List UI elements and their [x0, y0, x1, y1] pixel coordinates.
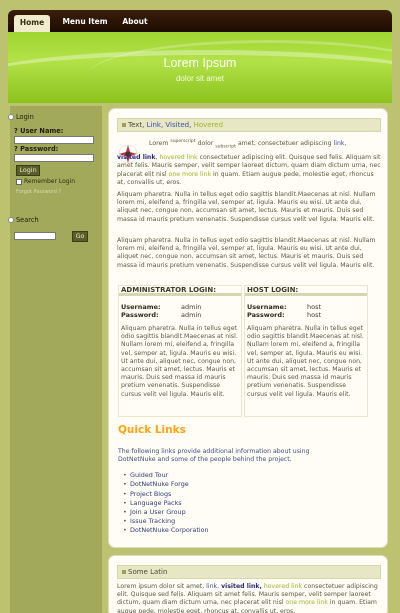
sample-visited-link[interactable]: visited link — [117, 154, 156, 162]
admin-username-value: admin — [181, 303, 202, 311]
quick-link-item[interactable]: • DotNetNuke Forge — [130, 480, 189, 488]
admin-username-label: Username: — [121, 303, 161, 311]
site-title: Lorem Ipsum — [163, 56, 237, 70]
nav-menu-item-label: Menu Item — [62, 17, 108, 26]
nav-home-label: Home — [19, 18, 45, 27]
latin-hovered-link[interactable]: hovered link — [263, 583, 303, 590]
quick-link-item[interactable]: • Issue Tracking — [130, 517, 175, 525]
login-module-title — [8, 113, 34, 121]
password-label — [14, 145, 58, 153]
quick-link-item[interactable]: • Language Packs — [130, 499, 182, 507]
admin-password-value: admin — [181, 311, 202, 319]
search-bullet-icon — [8, 217, 14, 223]
subscript-text: subscript — [215, 144, 236, 150]
header-text-word: Text, — [128, 121, 145, 129]
superscript-text: superscript — [170, 139, 196, 144]
lorem-paragraph-1: Aliquam pharetra. Nulla in tellus eget odio sagittis blandit.Maecenas at nisl. Nullam lorem mi, eleifend a, fringilla vel, semper at, ligula. Mauris eu wisi. Ut ante dui, aliquet nec, congue non, accumsan sit amet, lectus. Mauris et mauris. Duis sed massa id mauris pretium venenatis. Suspendisse cursus velit vel ligula. Mauris elit. — [117, 191, 376, 223]
host-password-value: host — [307, 311, 322, 319]
help-icon[interactable]: ? — [14, 145, 18, 153]
one-more-link[interactable]: one more link — [168, 170, 211, 178]
quick-link-item[interactable]: • Guided Tour — [130, 471, 168, 479]
latin-text-c: in quam. Etiam augue pede, molestie eget, rhoncus at, convallis ut, eros. — [117, 599, 377, 613]
latin-paragraph — [117, 583, 381, 613]
search-input[interactable] — [14, 232, 56, 240]
remember-login-label: Remember Login — [24, 178, 76, 185]
quick-link-item[interactable]: • DotNetNuke Corporation — [130, 526, 209, 534]
header-hovered-word[interactable]: Hovered — [193, 121, 224, 129]
host-login-body: Aliquam pharetra. Nulla in tellus eget odio sagittis blandit.Maecenas at nisl. Nullam lorem mi, eleifend a, fringilla vel, semper at, ligula. Mauris eu wisi. Ut ante dui, aliquet nec, congue non, accumsan sit amet, lectus. Mauris et mauris. Duis sed massa id mauris pretium venenatis. Suspendisse cursus velit vel ligula. Mauris elit. — [247, 325, 364, 398]
nav-menu-item[interactable] — [54, 14, 116, 29]
intro-text-a: Lorem — [149, 140, 169, 148]
remember-login-checkbox[interactable] — [16, 179, 22, 185]
nav-home[interactable] — [14, 15, 50, 32]
login-bullet-icon — [8, 114, 14, 120]
user-name-label — [14, 127, 63, 135]
intro-text-e: in quam. Etiam augue pede, molestie eget, rhoncus at, convallis ut, eros. — [117, 170, 374, 186]
admin-password-label: Password: — [121, 311, 159, 319]
sample-link[interactable]: link — [333, 140, 345, 148]
lorem-paragraph-2: Aliquam pharetra. Nulla in tellus eget odio sagittis blandit.Maecenas at nisl. Nullam lorem mi, eleifend a, fringilla vel, semper at, ligula. Mauris eu wisi. Ut ante dui, aliquet nec, congue non, accumsan sit amet, lectus. Mauris et mauris. Duis sed massa id mauris pretium venenatis. Suspendisse cursus velit vel ligula. Mauris elit. — [117, 237, 376, 269]
header-visited-word[interactable]: Visited, — [165, 121, 192, 129]
search-title-text: Search — [16, 216, 39, 224]
username-input[interactable] — [14, 136, 94, 144]
login-button[interactable]: Login — [16, 165, 40, 176]
latin-text-a: Lorem ipsum dolor sit amet, — [117, 583, 205, 590]
header-link-word[interactable]: Link, — [146, 121, 164, 129]
admin-login-body: Aliquam pharetra. Nulla in tellus eget odio sagittis blandit.Maecenas at nisl. Nullam lorem mi, eleifend a, fringilla vel, semper at, ligula. Mauris eu wisi. Ut ante dui, aliquet nec, congue non, accumsan sit amet, lectus. Mauris et mauris. Duis sed massa id mauris pretium venenatis. Suspendisse cursus velit vel ligula. Mauris elit. — [121, 325, 238, 398]
quick-links-section — [108, 0, 388, 613]
intro-text-d: consectetuer adipiscing elit. Quisque sed felis. Aliquam sit amet felis. Mauris semper, velit semper laoreet dictum, quam diam dictum urna, nec placerat elit nisl — [117, 154, 381, 178]
latin-header-square-icon — [122, 570, 126, 574]
sample-hovered-link[interactable]: hovered link — [159, 154, 198, 162]
help-icon[interactable]: ? — [14, 127, 18, 135]
intro-text-c: amet, consectetuer adipiscing — [237, 140, 332, 148]
forgot-password-link[interactable]: Forgot Password ? — [16, 189, 62, 195]
latin-text-b: consectetuer adipiscing elit. Quisque sed felis. Aliquam sit amet felis. Mauris semper, velit semper laoreet dictum, quam diam dictum urna, nec placerat elit nisl — [117, 583, 378, 607]
admin-login-title: ADMINISTRATOR LOGIN: — [119, 286, 241, 296]
intro-paragraph: Lorem $^{superscript}$ dolor $_{subscript}$ amet, consectetuer adipiscing link, — [149, 139, 347, 150]
latin-visited-link[interactable]: visited link, — [221, 583, 262, 590]
quick-links-title: Quick Links — [118, 424, 186, 436]
site-subtitle: dolor sit amet — [175, 74, 225, 83]
host-username-label: Username: — [247, 303, 287, 311]
user-name-label-text: User Name: — [20, 127, 64, 135]
latin-link[interactable]: link, — [206, 583, 220, 590]
password-label-text: Password: — [20, 145, 59, 153]
search-module-title — [8, 216, 39, 224]
intro-text-b: dolor — [197, 140, 214, 148]
quick-link-item[interactable]: • Project Blogs — [130, 490, 171, 498]
host-login-title: HOST LOGIN: — [245, 286, 367, 296]
latin-one-more-link[interactable]: one more link — [285, 599, 328, 607]
latin-panel — [108, 555, 388, 613]
quick-link-item[interactable]: • Join a User Group — [130, 508, 186, 516]
intro-paragraph-cont: visited link, hovered link consectetuer adipiscing elit. Quisque sed felis. Aliquam sit amet felis. Mauris semper, velit semper laoreet dictum, quam diam dictum urna, nec placerat elit nisl one more link in quam. Etiam augue pede, molestie eget, rhoncus at, convallis ut, eros. — [117, 154, 381, 186]
quick-links-description: The following links provide additional information about using DotNetNuke and some of the people behind the project. — [118, 448, 310, 464]
password-input[interactable] — [14, 154, 94, 162]
latin-panel-header — [117, 565, 381, 579]
nav-about-label: About — [122, 17, 148, 26]
search-go-button[interactable]: Go — [72, 231, 88, 242]
host-username-value: host — [307, 303, 322, 311]
host-password-label: Password: — [247, 311, 285, 319]
login-title-text: Login — [16, 113, 34, 121]
latin-panel-title: Some Latin — [128, 568, 168, 576]
